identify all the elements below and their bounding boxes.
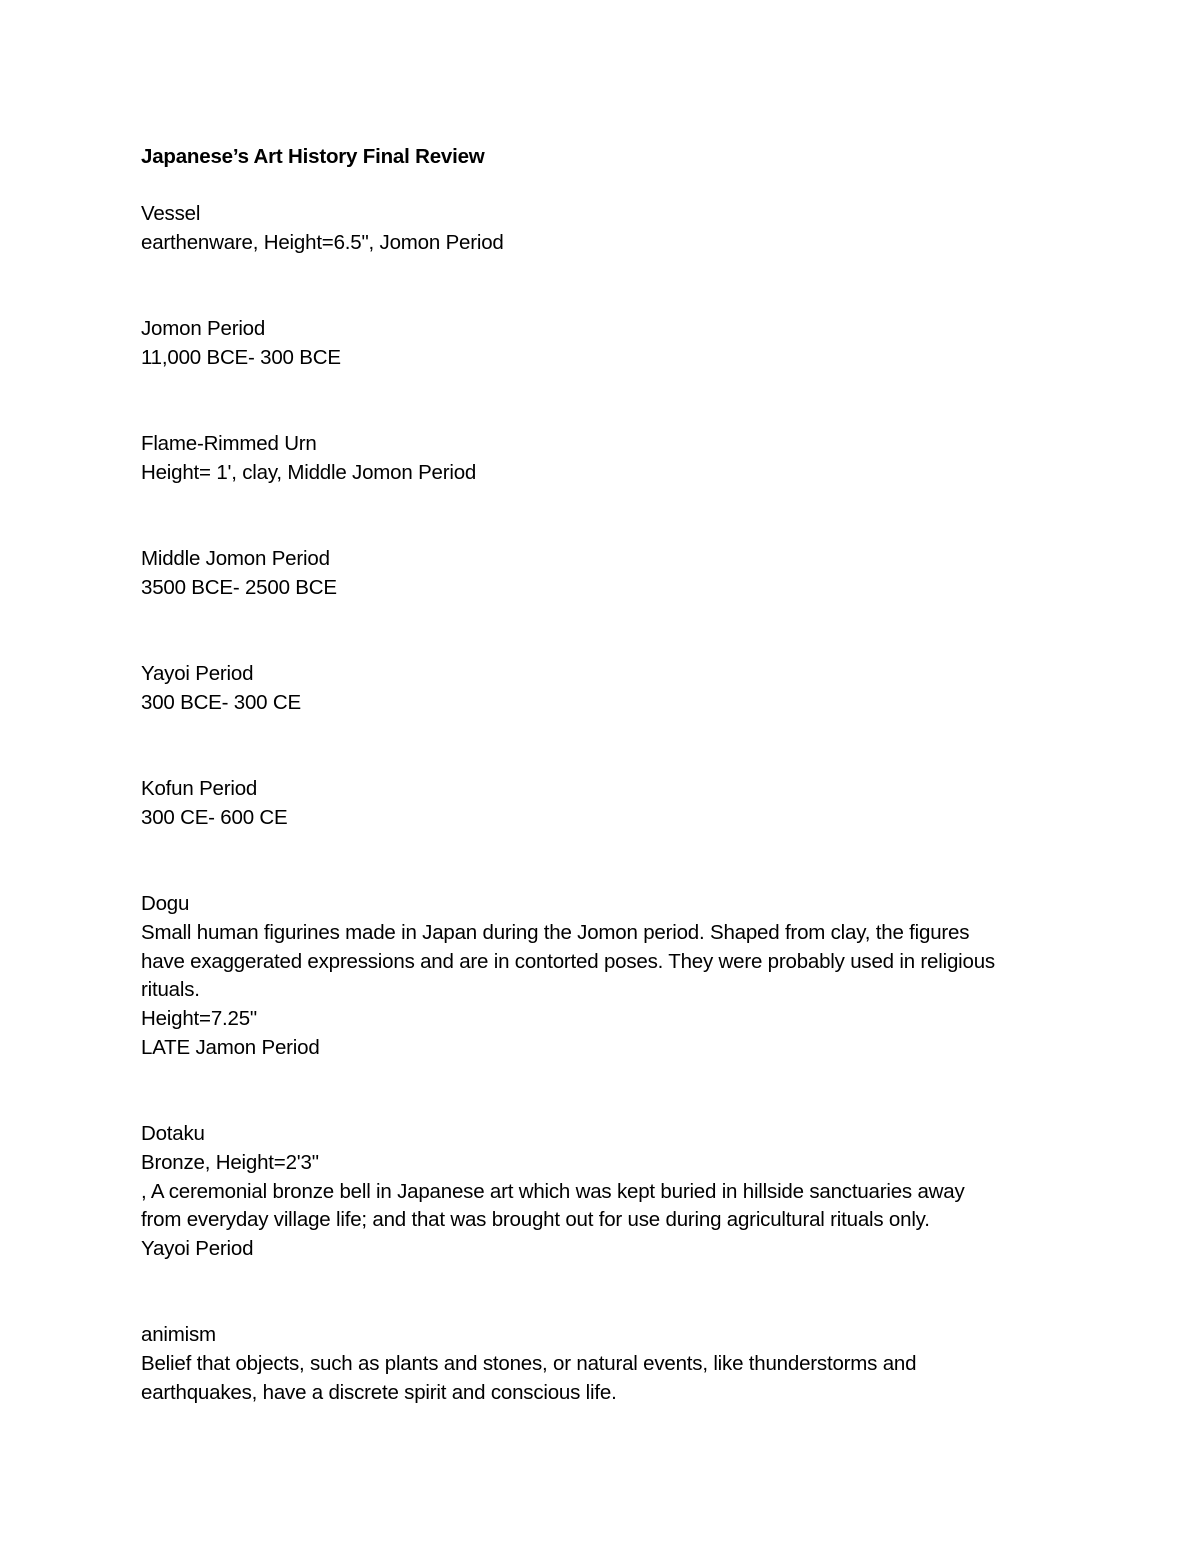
entry-term-dogu: Dogu	[141, 892, 190, 915]
entry-detail-dogu-line-2: have exaggerated expressions and are in contorted poses. They were probably used in religious	[141, 950, 995, 973]
entry-term-dotaku: Dotaku	[141, 1122, 205, 1145]
entry-detail-dotaku-period: Yayoi Period	[141, 1237, 254, 1260]
entry-detail-middle-jomon-period: 3500 BCE- 2500 BCE	[141, 576, 337, 599]
entry-term-middle-jomon-period: Middle Jomon Period	[141, 547, 330, 570]
entry-detail-yayoi-period: 300 BCE- 300 CE	[141, 691, 301, 714]
entry-term-jomon-period: Jomon Period	[141, 317, 266, 340]
entry-detail-jomon-period: 11,000 BCE- 300 BCE	[141, 346, 341, 369]
entry-detail-vessel: earthenware, Height=6.5", Jomon Period	[141, 231, 504, 254]
entry-detail-animism-line-2: earthquakes, have a discrete spirit and conscious life.	[141, 1381, 617, 1404]
entry-detail-dogu-line-3: rituals.	[141, 978, 200, 1001]
entry-detail-animism-line-1: Belief that objects, such as plants and stones, or natural events, like thunderstorms and	[141, 1352, 917, 1375]
entry-detail-flame-rimmed-urn: Height= 1', clay, Middle Jomon Period	[141, 461, 477, 484]
entry-detail-dotaku-material: Bronze, Height=2'3"	[141, 1151, 319, 1174]
entry-term-vessel: Vessel	[141, 202, 201, 225]
entry-term-flame-rimmed-urn: Flame-Rimmed Urn	[141, 432, 317, 455]
entry-term-yayoi-period: Yayoi Period	[141, 662, 254, 685]
entry-detail-dogu-line-1: Small human figurines made in Japan during the Jomon period. Shaped from clay, the figures	[141, 921, 970, 944]
entry-detail-dotaku-line-1: , A ceremonial bronze bell in Japanese art which was kept buried in hillside sanctuaries away	[141, 1180, 965, 1203]
entry-term-animism: animism	[141, 1323, 216, 1346]
entry-detail-dogu-height: Height=7.25"	[141, 1007, 258, 1030]
entry-detail-kofun-period: 300 CE- 600 CE	[141, 806, 288, 829]
document-title: Japanese’s Art History Final Review	[141, 145, 485, 168]
entry-term-kofun-period: Kofun Period	[141, 777, 258, 800]
entry-detail-dogu-period: LATE Jamon Period	[141, 1036, 320, 1059]
entry-detail-dotaku-line-2: from everyday village life; and that was brought out for use during agricultural rituals only.	[141, 1208, 930, 1231]
